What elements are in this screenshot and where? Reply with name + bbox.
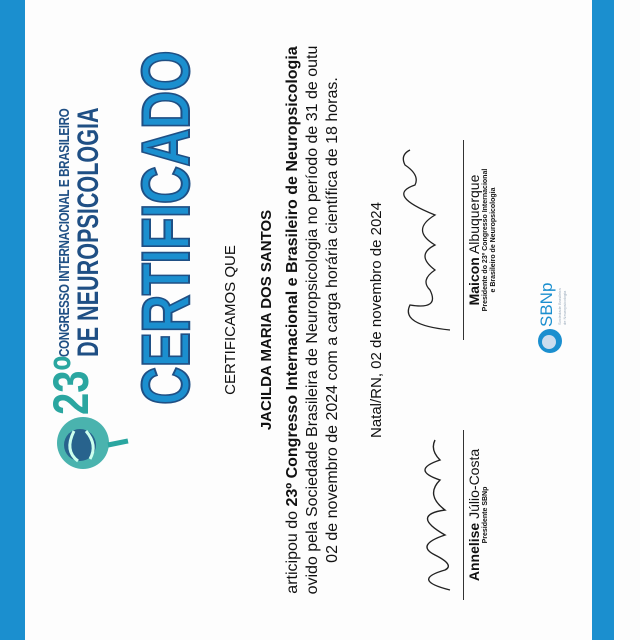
recipient-name: JACILDA MARIA DOS SANTOS <box>258 209 275 431</box>
body-text: articipou do <box>284 506 301 594</box>
brain-logo-icon <box>38 415 133 475</box>
handwritten-signature-icon <box>410 430 458 600</box>
place-date: Natal/RN, 02 de novembro de 2024 <box>368 202 385 438</box>
signer-name: Maicon Albuquerque <box>466 174 482 306</box>
certificate-title: CERTIFICADO <box>128 51 204 405</box>
signature-line <box>463 430 464 600</box>
blue-border-top <box>0 0 25 640</box>
signature-block-1 <box>410 430 490 600</box>
handwritten-signature-icon <box>400 140 458 340</box>
logo-number: 23º <box>43 355 99 415</box>
sbnp-name: SBNp <box>537 282 556 327</box>
blue-border-bottom <box>592 0 614 640</box>
signer-name: Annelise Júlio-Costa <box>466 448 482 582</box>
signature-line <box>463 140 464 340</box>
congress-name: 23º Congresso Internacional e Brasileiro de Neuropsicologia <box>284 46 301 507</box>
logo-line-1: CONGRESSO INTERNACIONAL E BRASILEIRO <box>56 108 73 357</box>
intro-text: CERTIFICAMOS QUE <box>222 245 239 395</box>
body-line-1 <box>283 0 303 640</box>
signer-role: Presidente do 23º Congresso Internacional <box>482 168 489 312</box>
sbnp-tagline: Sociedade Brasileira de Neuropsicologia <box>557 288 567 325</box>
sbnp-head-icon <box>535 327 565 355</box>
body-line-2: ovido pela Sociedade Brasileira de Neuropsicologia no período de 31 de outu <box>304 45 321 595</box>
logo-line-2: DE NEUROPSICOLOGIA <box>72 107 105 357</box>
body-line-3: 02 de novembro de 2024 com a carga horária científica de 18 horas. <box>324 77 341 563</box>
sbnp-logo <box>535 275 575 355</box>
signature-block-2 <box>400 140 498 340</box>
signer-role-line-2: e Brasileiro de Neuropsicologia <box>490 187 497 293</box>
signer-role: Presidente SBNp <box>482 486 489 544</box>
congress-logo <box>38 51 208 475</box>
